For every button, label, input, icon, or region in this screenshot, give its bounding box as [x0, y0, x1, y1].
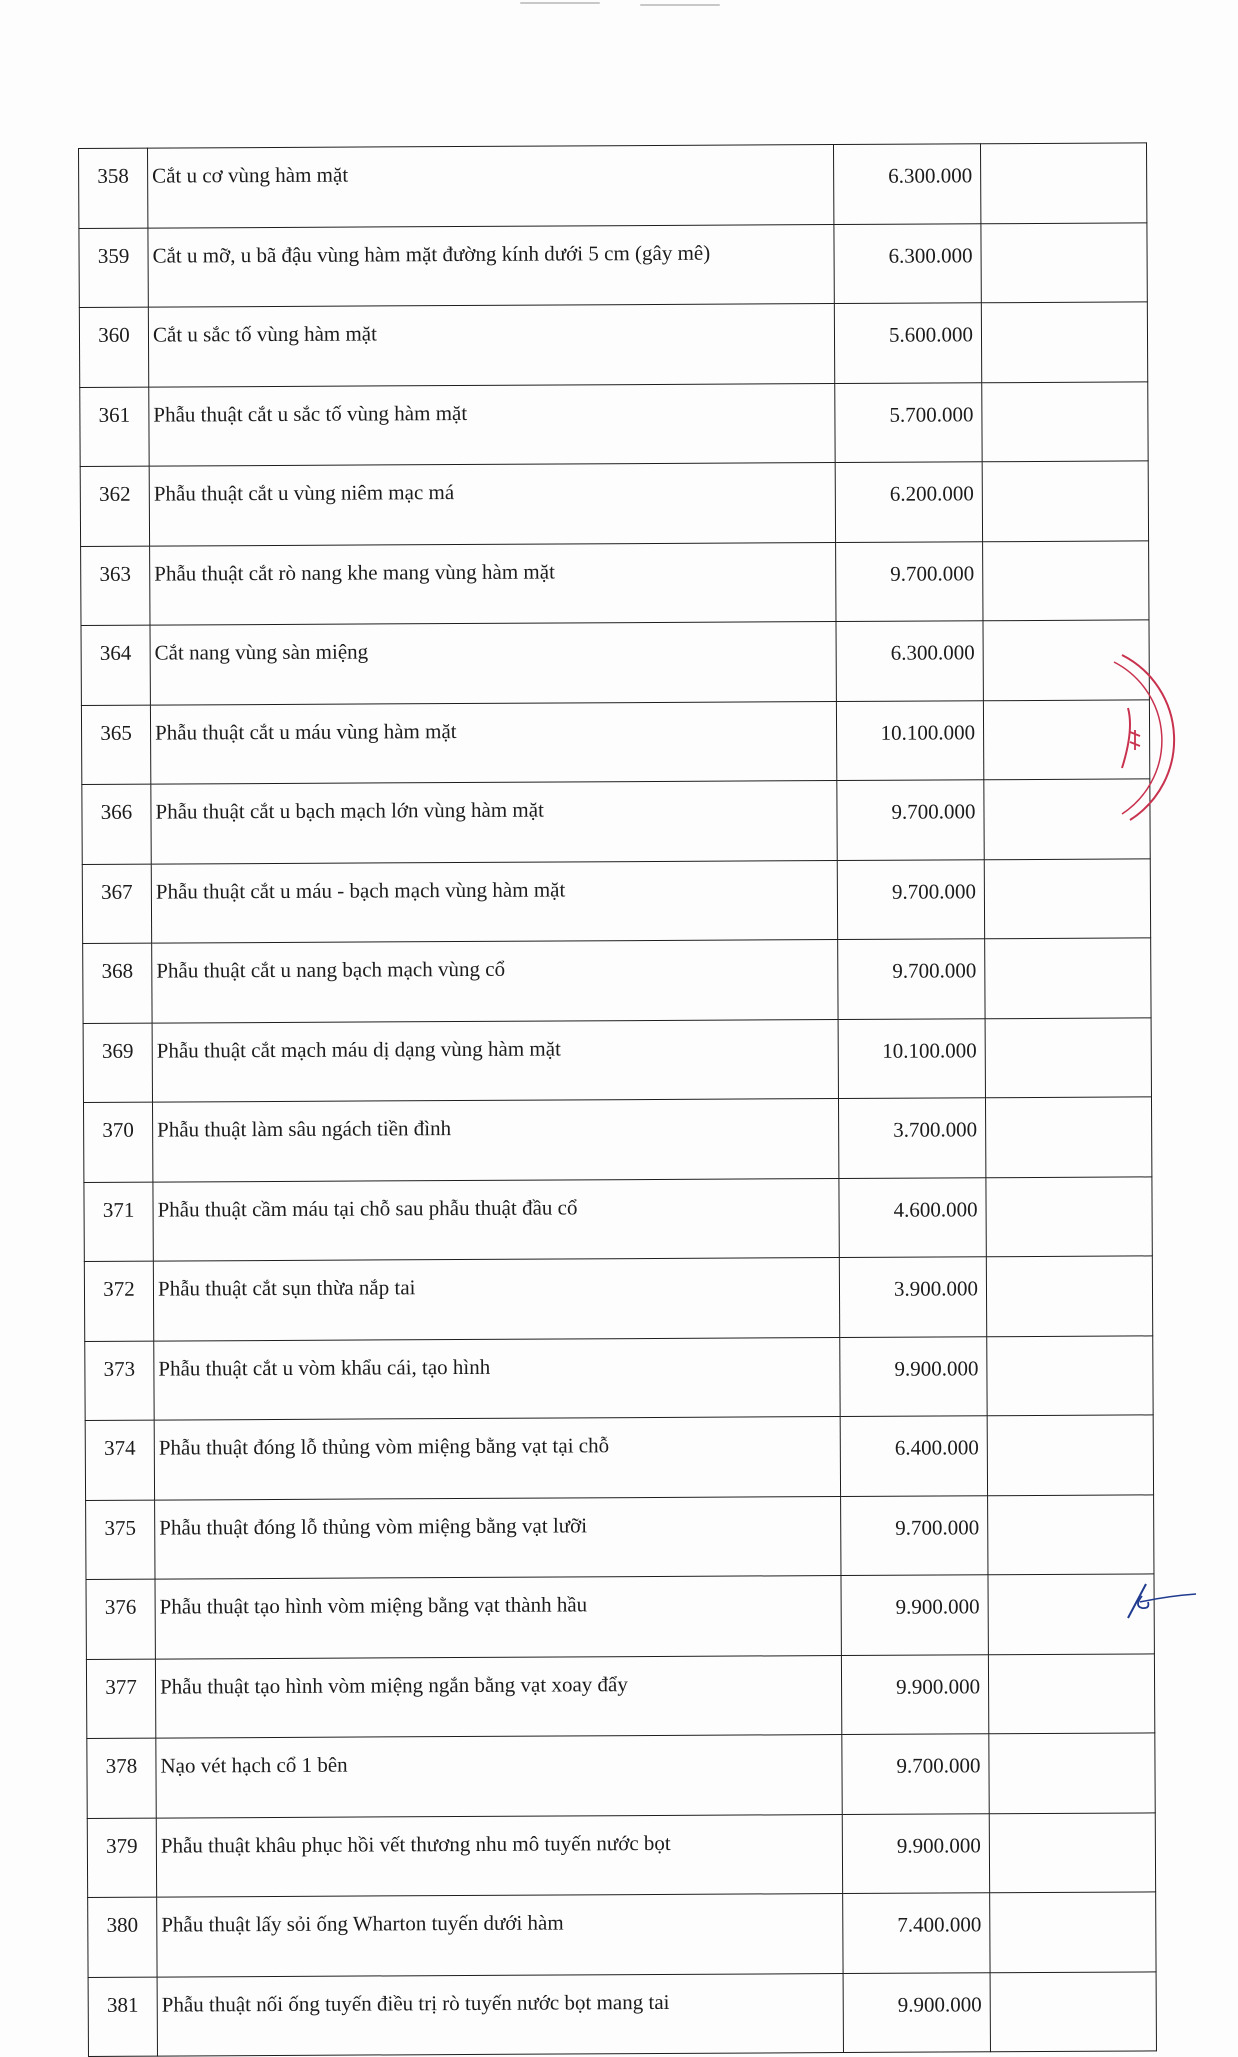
row-number: 378 [87, 1738, 156, 1818]
service-price: 9.700.000 [837, 859, 984, 939]
row-number: 363 [81, 546, 150, 626]
service-name: Phẫu thuật cắt u nang bạch mạch vùng cổ [152, 940, 838, 1023]
service-name: Cắt u mỡ, u bã đậu vùng hàm mặt đường kính dưới 5 cm (gây mê) [148, 224, 834, 307]
service-price: 6.300.000 [836, 621, 983, 701]
service-price: 6.300.000 [834, 223, 981, 303]
service-name: Phẫu thuật cắt u vùng niêm mạc má [149, 463, 835, 546]
table-row [87, 1812, 1155, 1897]
service-name: Nạo vét hạch cổ 1 bên [156, 1735, 842, 1818]
service-price: 4.600.000 [839, 1177, 986, 1257]
service-price: 5.600.000 [834, 303, 981, 383]
table-row [80, 381, 1148, 466]
red-seal-stamp [1100, 650, 1190, 825]
table-row [83, 1097, 1151, 1182]
row-number: 358 [79, 148, 148, 228]
notes-cell [987, 1335, 1153, 1415]
row-number: 377 [86, 1659, 155, 1739]
service-name: Phẫu thuật đóng lỗ thủng vòm miệng bằng vạt tại chỗ [154, 1417, 840, 1500]
notes-cell [983, 540, 1149, 620]
row-number: 374 [85, 1420, 154, 1500]
service-name: Phẫu thuật cắt u máu - bạch mạch vùng hàm mặt [151, 860, 837, 943]
notes-cell [990, 1892, 1156, 1972]
service-price: 3.700.000 [838, 1098, 985, 1178]
service-price: 6.300.000 [833, 144, 980, 224]
row-number: 373 [85, 1341, 154, 1421]
fee-table-body [79, 143, 1157, 2057]
service-name: Phẫu thuật cắt u máu vùng hàm mặt [150, 701, 836, 784]
table-row [86, 1653, 1154, 1738]
table-row [87, 1733, 1155, 1818]
service-price: 5.700.000 [835, 382, 982, 462]
service-name: Phẫu thuật làm sâu ngách tiền đình [152, 1099, 838, 1182]
row-number: 380 [88, 1897, 157, 1977]
service-price: 10.100.000 [836, 700, 983, 780]
row-number: 368 [83, 943, 152, 1023]
fee-table-container [78, 142, 1156, 2057]
table-row [84, 1176, 1152, 1261]
notes-cell [988, 1653, 1154, 1733]
service-price: 9.900.000 [840, 1336, 987, 1416]
scan-artifact [520, 2, 600, 4]
notes-cell [987, 1415, 1153, 1495]
service-name: Phẫu thuật cắt sụn thừa nắp tai [153, 1258, 839, 1341]
row-number: 362 [80, 466, 149, 546]
row-number: 367 [82, 864, 151, 944]
service-name: Phẫu thuật cắt mạch máu dị dạng vùng hàm mặt [152, 1019, 838, 1102]
notes-cell [985, 1097, 1151, 1177]
notes-cell [988, 1494, 1154, 1574]
fee-table [78, 142, 1157, 2057]
table-row [79, 143, 1147, 228]
service-name: Phẫu thuật tạo hình vòm miệng bằng vạt thành hầu [155, 1576, 841, 1659]
service-name: Phẫu thuật khâu phục hồi vết thương nhu mô tuyến nước bọt [156, 1814, 842, 1897]
row-number: 379 [87, 1818, 156, 1898]
service-price: 9.700.000 [837, 780, 984, 860]
scan-artifact [640, 4, 720, 6]
table-row [82, 858, 1150, 943]
row-number: 376 [86, 1579, 155, 1659]
service-name: Cắt nang vùng sàn miệng [150, 622, 836, 705]
table-row [86, 1574, 1154, 1659]
notes-cell [990, 1971, 1156, 2051]
table-row [79, 222, 1147, 307]
service-price: 7.400.000 [843, 1893, 990, 1973]
row-number: 361 [80, 387, 149, 467]
row-number: 365 [81, 705, 150, 785]
notes-cell [985, 1017, 1151, 1097]
service-name: Phẫu thuật lấy sỏi ống Wharton tuyến dưới hàm [157, 1894, 843, 1977]
notes-cell [986, 1176, 1152, 1256]
row-number: 381 [88, 1977, 157, 2057]
table-row [79, 302, 1147, 387]
table-row [81, 620, 1149, 705]
service-name: Phẫu thuật cắt u vòm khẩu cái, tạo hình [154, 1337, 840, 1420]
service-price: 9.700.000 [842, 1734, 989, 1814]
service-name: Cắt u sắc tố vùng hàm mặt [148, 304, 834, 387]
notes-cell [989, 1733, 1155, 1813]
table-row [88, 1892, 1156, 1977]
notes-cell [982, 381, 1148, 461]
table-row [88, 1971, 1156, 2056]
notes-cell [982, 461, 1148, 541]
service-price: 9.900.000 [843, 1972, 990, 2052]
service-price: 6.200.000 [835, 462, 982, 542]
row-number: 370 [83, 1102, 152, 1182]
table-row [83, 938, 1151, 1023]
notes-cell [986, 1256, 1152, 1336]
service-name: Phẫu thuật đóng lỗ thủng vòm miệng bằng vạt lưỡi [155, 1496, 841, 1579]
service-name: Cắt u cơ vùng hàm mặt [148, 145, 834, 228]
service-price: 9.700.000 [836, 541, 983, 621]
service-name: Phẫu thuật tạo hình vòm miệng ngắn bằng vạt xoay đẩy [155, 1655, 841, 1738]
row-number: 372 [84, 1261, 153, 1341]
table-row [81, 540, 1149, 625]
table-row [80, 461, 1148, 546]
service-price: 9.900.000 [841, 1654, 988, 1734]
table-row [84, 1256, 1152, 1341]
table-row [85, 1335, 1153, 1420]
service-name: Phẫu thuật cầm máu tại chỗ sau phẫu thuật đầu cổ [153, 1178, 839, 1261]
service-name: Phẫu thuật cắt u bạch mạch lớn vùng hàm mặt [151, 781, 837, 864]
service-name: Phẫu thuật cắt rò nang khe mang vùng hàm mặt [150, 542, 836, 625]
row-number: 364 [81, 625, 150, 705]
row-number: 366 [82, 784, 151, 864]
row-number: 359 [79, 228, 148, 308]
row-number: 371 [84, 1182, 153, 1262]
notes-cell [984, 858, 1150, 938]
notes-cell [989, 1812, 1155, 1892]
service-price: 6.400.000 [840, 1416, 987, 1496]
service-price: 10.100.000 [838, 1018, 985, 1098]
table-row [82, 779, 1150, 864]
signature-mark [1118, 1578, 1198, 1628]
table-row [81, 699, 1149, 784]
service-name: Phẫu thuật cắt u sắc tố vùng hàm mặt [149, 383, 835, 466]
row-number: 369 [83, 1023, 152, 1103]
service-price: 9.700.000 [838, 939, 985, 1019]
row-number: 360 [79, 307, 148, 387]
notes-cell [985, 938, 1151, 1018]
notes-cell [980, 143, 1146, 223]
service-price: 9.900.000 [842, 1813, 989, 1893]
table-row [83, 1017, 1151, 1102]
table-row [85, 1415, 1153, 1500]
row-number: 375 [86, 1500, 155, 1580]
service-price: 9.900.000 [841, 1575, 988, 1655]
service-name: Phẫu thuật nối ống tuyến điều trị rò tuyến nước bọt mang tai [157, 1973, 843, 2056]
notes-cell [981, 302, 1147, 382]
service-price: 9.700.000 [841, 1495, 988, 1575]
table-row [86, 1494, 1154, 1579]
service-price: 3.900.000 [839, 1257, 986, 1337]
notes-cell [981, 222, 1147, 302]
